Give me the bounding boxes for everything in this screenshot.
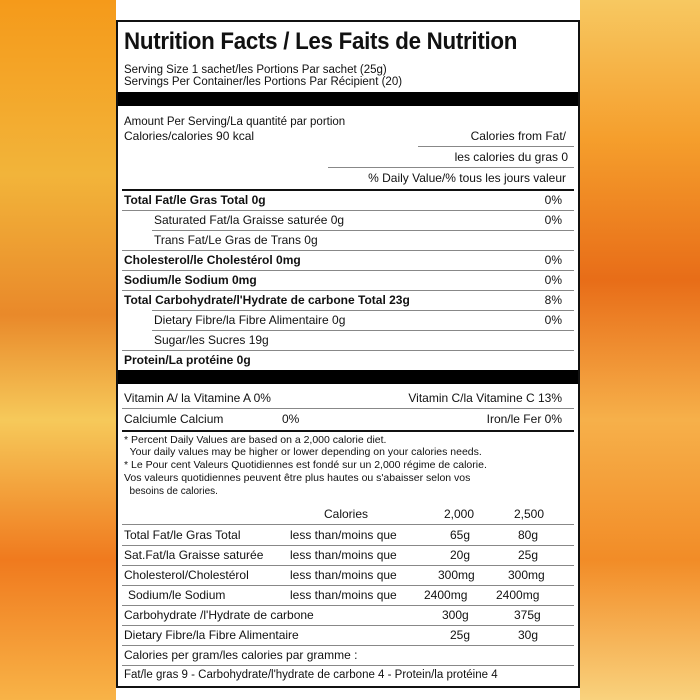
nutrient-label: Trans Fat/Le Gras de Trans 0g [154,233,318,247]
calories-row [124,126,572,146]
calcium-label: Calciumle Calcium [124,412,224,426]
nutrient-label: Saturated Fat/la Graisse saturée 0g [154,213,345,227]
nutrient-label: Sodium/le Sodium 0mg [124,273,257,287]
nutrient-row-saturated-fat [124,210,572,230]
calories-value: Calories/calories 90 kcal [124,129,255,143]
reference-value-2000: 65g [450,528,471,542]
servings-per-container: Servings Per Container/les Portions Par Récipient (20) [124,76,403,88]
reference-qualifier: less than/moins que [290,588,397,602]
reference-header-row [124,504,572,524]
thick-divider-top [118,92,578,106]
reference-qualifier: less than/moins que [290,548,397,562]
calories-per-gram-row [124,645,572,665]
calories-per-gram-values-row [124,665,572,685]
reference-row-dietary-fibre [124,625,572,645]
amount-per-serving: Amount Per Serving/La quantité par portion [124,116,346,128]
reference-label: Sat.Fat/la Graisse saturée [124,548,264,562]
reference-value-2500: 300mg [508,568,545,582]
footnote-4: Vos valeurs quotidiennes peuvent être plus hautes ou s'abaisser selon vos [124,472,471,484]
nutrient-label: Total Carbohydrate/l'Hydrate de carbone Total 23g [124,293,410,307]
nutrient-label: Dietary Fibre/la Fibre Alimentaire 0g [154,313,346,327]
nutrient-percent: 0% [544,193,562,207]
vitamin-row-a-c [124,388,572,408]
nutrient-row-sodium [124,270,572,290]
vitamin-c: Vitamin C/la Vitamine C 13% [408,391,562,405]
reference-value-2000: 2400mg [424,588,468,602]
footnote-2: Your daily values may be higher or lower depending on your calories needs. [124,446,482,458]
orange-background-left [0,0,116,700]
nutrient-percent: 8% [544,293,562,307]
daily-value-header: % Daily Value/% tous les jours valeur [368,171,566,185]
reference-value-2500: 30g [518,628,539,642]
nutrient-row-protein [124,350,572,370]
calories-from-fat-row [124,147,572,167]
reference-label: Carbohydrate /l'Hydrate de carbone [124,608,314,622]
calcium-value: 0% [282,412,300,426]
nutrient-row-dietary-fibre [124,310,572,330]
nutrient-label: Sugar/les Sucres 19g [154,333,269,347]
nutrient-row-total-fat [124,190,572,210]
vitamin-a: Vitamin A/ la Vitamine A 0% [124,391,271,405]
reference-label: Sodium/le Sodium [128,588,226,602]
serving-size: Serving Size 1 sachet/les Portions Par sachet (25g) [124,64,387,76]
reference-value-2500: 25g [518,548,539,562]
reference-row-total-fat [124,525,572,545]
nutrient-percent: 0% [544,213,562,227]
reference-value-2000: 25g [450,628,471,642]
reference-row-cholesterol [124,565,572,585]
reference-value-2000: 300mg [438,568,475,582]
calories-from-fat-fr: les calories du gras 0 [454,150,568,164]
reference-label: Cholesterol/Cholestérol [124,568,249,582]
reference-row-carbohydrate [124,605,572,625]
nutrient-row-carbohydrate [124,290,572,310]
nutrient-percent: 0% [544,273,562,287]
calories-per-gram-label: Calories per gram/les calories par gramme : [124,648,358,662]
calories-per-gram-values: Fat/le gras 9 - Carbohydrate/l'hydrate de carbone 4 - Protein/la protéine 4 [124,669,498,681]
footnote-3: * Le Pour cent Valeurs Quotidiennes est fondé sur un 2,000 régime de calorie. [124,459,487,471]
reference-value-2000: 300g [442,608,469,622]
nutrient-row-trans-fat [124,230,572,250]
orange-background-right [580,0,700,700]
nutrient-row-sugar [124,330,572,350]
reference-qualifier: less than/moins que [290,528,397,542]
reference-value-2500: 80g [518,528,539,542]
vitamin-row-calcium-iron [124,409,572,429]
reference-row-sodium [124,585,572,605]
iron: Iron/le Fer 0% [486,412,562,426]
daily-value-header-row [124,168,572,188]
panel-title: Nutrition Facts / Les Faits de Nutrition [124,28,518,55]
divider [122,430,574,432]
reference-header-calories: Calories [324,507,369,521]
reference-value-2500: 375g [514,608,541,622]
reference-value-2500: 2400mg [496,588,540,602]
reference-qualifier: less than/moins que [290,568,397,582]
nutrient-label: Protein/La protéine 0g [124,353,251,367]
reference-label: Total Fat/le Gras Total [124,528,241,542]
footnote-1: * Percent Daily Values are based on a 2,000 calorie diet. [124,434,387,446]
nutrient-label: Total Fat/le Gras Total 0g [124,193,266,207]
reference-header-2000: 2,000 [444,507,475,521]
nutrient-percent: 0% [544,253,562,267]
footnote-5: besoins de calories. [124,486,218,497]
reference-header-2500: 2,500 [514,507,545,521]
reference-label: Dietary Fibre/la Fibre Alimentaire [124,628,299,642]
nutrient-row-cholesterol [124,250,572,270]
calories-from-fat: Calories from Fat/ [470,129,566,143]
reference-row-sat-fat [124,545,572,565]
nutrient-label: Cholesterol/le Cholestérol 0mg [124,253,301,267]
nutrient-percent: 0% [544,313,562,327]
reference-value-2000: 20g [450,548,471,562]
thick-divider-middle [118,370,578,384]
nutrition-facts-panel [116,20,580,688]
